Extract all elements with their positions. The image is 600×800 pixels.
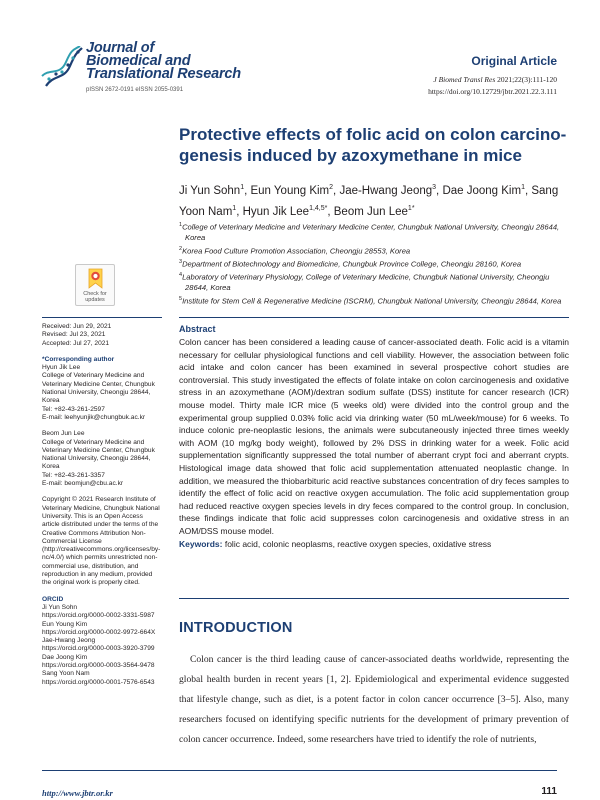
abstract-top-divider xyxy=(179,317,569,318)
corresponding-author-2: Beom Jun Lee College of Veterinary Medicine and Veterinary Medicine Center, Chungbuk National University, Cheongju 28644, Korea Tel: +82-43-261-3357 E-mail: beomjun@cbu.ac.kr xyxy=(42,430,155,488)
accepted-date: Accepted: Jul 27, 2021 xyxy=(42,339,110,347)
author-affiliation-mark: 1 xyxy=(240,184,245,191)
copyright-notice: Copyright © 2021 Research Institute of Veterinary Medicine, Chungbuk National University. This is an Open Access article distributed under the terms of the Creative Commons Attribution Non-Commercial License (http://creativecommons.org/licenses/by-nc/4.0/) which permits unrestricted non-commercial use, distribution, and reproduction in any medium, provided the original work is properly cited. xyxy=(42,496,161,587)
author-name: Jae-Hwang Jeong xyxy=(339,184,433,197)
journal-url-link[interactable]: http://www.jbtr.or.kr xyxy=(42,788,113,798)
corresponding-author-heading: *Corresponding author xyxy=(42,355,115,363)
affiliation-item: $^4$Laboratory of Veterinary Physiology, College of Veterinary Medicine, Chungbuk National University, Cheongju 28644, Korea xyxy=(179,271,550,293)
affiliation-item: $^1$College of Veterinary Medicine and Veterinary Medicine Center, Chungbuk National University, Cheongju 28644, Korea xyxy=(179,222,560,243)
author-name: Sang Yoon Nam xyxy=(179,184,559,218)
affiliation-item: $^5$Institute for Stem Cell & Regenerative Medicine (ISCRM), Chungbuk National University, Cheongju 28644, Korea xyxy=(179,295,562,306)
author-name: Hyun Jik Lee xyxy=(242,205,310,218)
abstract-bottom-divider xyxy=(179,598,569,599)
check-for-text: Check for xyxy=(83,291,107,297)
abstract-heading: Abstract xyxy=(179,324,216,334)
citation-block xyxy=(428,74,557,98)
page-number: 111 xyxy=(541,786,557,797)
affiliation-item: $^3$Department of Biotechnology and Biomedicine, Chungbuk Province College, Cheongju 28160, Korea xyxy=(179,258,522,269)
abstract-section xyxy=(179,322,569,550)
dna-helix-icon xyxy=(40,46,84,90)
author-name: Beom Jun Lee xyxy=(333,205,408,218)
author-affiliation-mark: 1,4,5* xyxy=(309,204,328,212)
orcid-list: Ji Yun Sohn https://orcid.org/0000-0002-3331-5987 Eun Young Kim https://orcid.org/0000-0002-9972-664X Jae-Hwang Jeong https://orcid.org/0000-0003-3920-3799 Dae Joong Kim https://orcid.org/0000-0003-3564-9478 Sang Yoon Nam https://orcid.org/0000-0001-7576-6543 xyxy=(42,603,156,686)
journal-name: Journal of Biomedical and Translational Research xyxy=(86,40,241,82)
introduction-heading: INTRODUCTION xyxy=(179,620,293,636)
article-type-label: Original Article xyxy=(471,54,557,68)
left-divider xyxy=(42,317,162,318)
author-name: Eun Young Kim xyxy=(250,184,330,197)
author-affiliation-mark: 3 xyxy=(432,184,437,191)
keywords-label: Keywords: xyxy=(179,538,223,549)
sidebar-info xyxy=(42,323,162,687)
volume-info: 2021;22(3):111-120 xyxy=(497,75,557,84)
affiliation-item: $^2$Korea Food Culture Promotion Association, Cheongju 28553, Korea xyxy=(179,245,411,256)
footer-divider xyxy=(42,770,557,771)
article-title: Protective effects of folic acid on colon carcino-genesis induced by azoxymethane in mice xyxy=(179,125,567,165)
doi-link[interactable]: https://doi.org/10.12729/jbtr.2021.22.3.111 xyxy=(428,87,557,96)
journal-issn: pISSN 2672-0191 eISSN 2055-0391 xyxy=(86,87,184,93)
journal-abbrev: J Biomed Transl Res xyxy=(433,75,496,84)
author-affiliation-mark: 1* xyxy=(407,204,415,212)
updates-text: updates xyxy=(85,297,105,303)
abstract-text: Colon cancer has been considered a leading cause of cancer-associated death. Folic acid is a vitamin necessary for cellular physiological functions and cell viability. However, the association between folic acid intake and colon cancer has been examined in several prospective cohort studies are controversial. This study investigated the effects of folate intake on colon carcinogenesis and oxidative stress in an azoxymethane (AOM)/dextran sodium sulfate (DSS) institute for cancer research (ICR) mouse model. Thirty male ICR mice (5 weeks old) were divided into the control group and the experimental group supplied 0.03% folic acid via drinking water (50 mL/week/mouse) for 6 weeks. To induce colonic pre-neoplastic lesions, the animals were subcutaneously injected three times weekly with AOM (10 mg/kg body weight), followed by 2% DSS in drinking water for a week. Folic acid supplementation significantly suppressed the total number of aberrant crypt foci and aberrant crypts. Histological image data showed that folic acid supplementation attenuated neoplastic change. In addition, we measured the thiobarbituric acid reactive substances concentration of dry feces samples to identify the effect of folic acid on reactive oxygen accumulation. The folic acid supplementation group had reduced reactive oxygen species levels in dry feces compared to the control group. In conclusion, these findings indicate that folic acid suppresses colon carcinogenesis and oxidative stress in an AOM/DSS mouse model. xyxy=(179,337,569,536)
author-affiliation-mark: 1 xyxy=(232,204,237,212)
keywords-text: folic acid, colonic neoplasms, reactive oxygen species, oxidative stress xyxy=(224,538,492,549)
affiliation-list xyxy=(179,220,569,307)
author-affiliation-mark: 2 xyxy=(329,184,334,191)
bookmark-update-icon xyxy=(87,268,104,289)
received-date: Received: Jun 29, 2021 xyxy=(42,323,112,330)
orcid-heading: ORCID xyxy=(42,595,64,603)
journal-logo xyxy=(40,40,241,100)
check-for-updates-badge[interactable] xyxy=(75,264,115,306)
author-name: Dae Joong Kim xyxy=(442,184,522,197)
author-list: Ji Yun Sohn$^1$, Eun Young Kim$^2$, Jae-Hwang Jeong$^3$, Dae Joong Kim$^1$, Sang Yoon Nam$^1$, Hyun Jik Lee$^{1,4,5*}$, Beom Jun Lee$^{1*}$ xyxy=(179,184,559,218)
author-name: Ji Yun Sohn xyxy=(179,184,241,197)
keywords-line xyxy=(179,538,569,551)
revised-date: Revised: Jul 23, 2021 xyxy=(42,331,106,339)
introduction-text: Colon cancer is the third leading cause of cancer-associated deaths worldwide, representing the global health burden in recent years [1, 2]. Epidemiological and experimental evidence suggested that lifestyle change, such as diet, is a potent factor in colon cancer occurrence [3–5]. Also, many researchers focused on identifying specific nutrients for the development of primary prevention of colon cancer occurrence. Indeed, some researchers have tried to identify the role of nutrients, xyxy=(179,654,569,745)
author-affiliation-mark: 1 xyxy=(521,184,525,191)
corresponding-author-1: Hyun Jik Lee College of Veterinary Medicine and Veterinary Medicine Center, Chungbuk National University, Cheongju 28644, Korea Tel: +82-43-261-2597 E-mail: leehyunjik@chungbuk.ac.kr xyxy=(42,364,155,421)
